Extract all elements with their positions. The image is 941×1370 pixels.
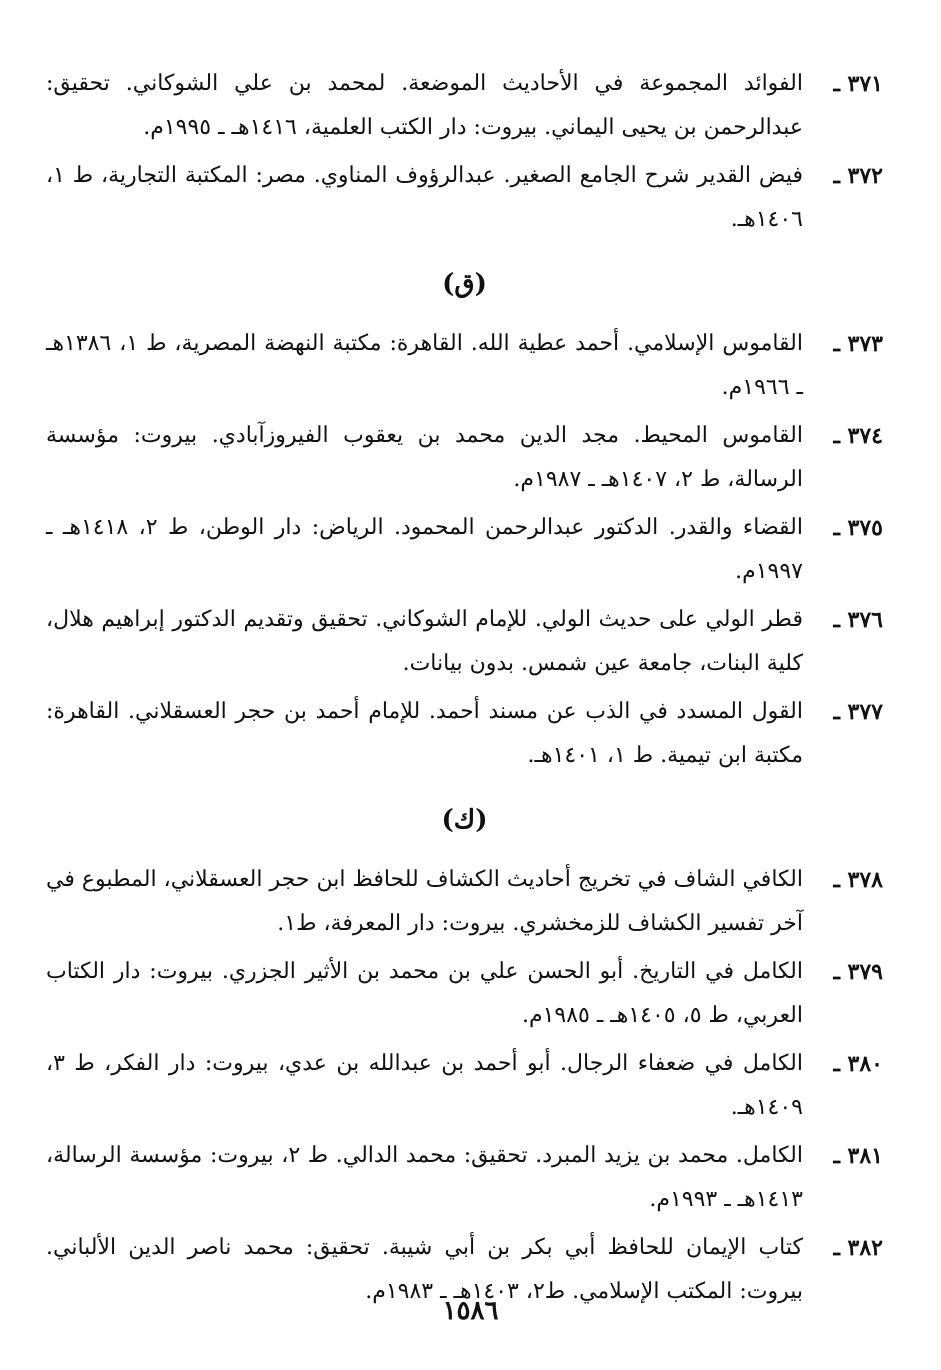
entry-text: الكامل في التاريخ. أبو الحسن علي بن محمد بن الأثير الجزري. بيروت: دار الكتاب العربي، ط ٥، ١٤٠٥هـ ـ ١٩٨٥م. xyxy=(46,959,803,1028)
bibliography-page xyxy=(46,62,883,1318)
bibliography-entry xyxy=(46,322,883,410)
entry-text: الكافي الشاف في تخريج أحاديث الكشاف للحافظ ابن حجر العسقلاني، المطبوع في آخر تفسير الكشاف للزمخشري. بيروت: دار المعرفة، ط١. xyxy=(46,867,803,936)
entry-number: ٣٨٢ ـ xyxy=(833,1235,883,1261)
bibliography-entry xyxy=(46,62,883,150)
entry-text: فيض القدير شرح الجامع الصغير. عبدالرؤوف المناوي. مصر: المكتبة التجارية، ط ١، ١٤٠٦هـ. xyxy=(46,163,803,232)
bibliography-entry xyxy=(46,950,883,1038)
entry-text: كتاب الإيمان للحافظ أبي بكر بن أبي شيبة. تحقيق: محمد ناصر الدين الألباني. بيروت: المكتب الإسلامي. ط٢، ١٤٠٣هـ ـ ١٩٨٣م. xyxy=(46,1235,803,1304)
page-number: ١٥٨٦ xyxy=(442,1296,499,1326)
bibliography-entry xyxy=(46,506,883,594)
entry-number: ٣٧٦ ـ xyxy=(833,607,883,633)
entry-number: ٣٧٧ ـ xyxy=(833,699,883,725)
bibliography-entry xyxy=(46,1042,883,1130)
entry-text: القاموس الإسلامي. أحمد عطية الله. القاهرة: مكتبة النهضة المصرية، ط ١، ١٣٨٦هـ ـ ١٩٦٦م. xyxy=(46,331,803,400)
entry-number: ٣٨١ ـ xyxy=(833,1143,883,1169)
entry-list-top xyxy=(46,62,883,242)
bibliography-entry xyxy=(46,858,883,946)
entry-text: الكامل في ضعفاء الرجال. أبو أحمد بن عبدالله بن عدي، بيروت: دار الفكر، ط ٣، ١٤٠٩هـ. xyxy=(46,1051,803,1120)
entry-text: القاموس المحيط. مجد الدين محمد بن يعقوب الفيروزآبادي. بيروت: مؤسسة الرسالة، ط ٢، ١٤٠٧هـ ـ ١٩٨٧م. xyxy=(46,423,803,492)
entry-text: الكامل. محمد بن يزيد المبرد. تحقيق: محمد الدالي. ط ٢، بيروت: مؤسسة الرسالة، ١٤١٣هـ ـ ١٩٩٣م. xyxy=(46,1143,803,1212)
entry-number: ٣٧٣ ـ xyxy=(833,331,883,357)
entry-number: ٣٧٤ ـ xyxy=(833,423,883,449)
bibliography-entry xyxy=(46,414,883,502)
bibliography-entry xyxy=(46,154,883,242)
section-heading-kaf: (ك) xyxy=(441,805,488,835)
entry-text: قطر الولي على حديث الولي. للإمام الشوكاني. تحقيق وتقديم الدكتور إبراهيم هلال، كلية البنات، جامعة عين شمس. بدون بيانات. xyxy=(46,607,803,676)
entry-list-qaf xyxy=(46,322,883,778)
bibliography-entry xyxy=(46,690,883,778)
entry-number: ٣٧١ ـ xyxy=(833,71,883,97)
entry-text: القول المسدد في الذب عن مسند أحمد. للإمام أحمد بن حجر العسقلاني. القاهرة: مكتبة ابن تيمية. ط ١، ١٤٠١هـ. xyxy=(46,699,803,768)
section-heading-qaf: (ق) xyxy=(442,269,487,299)
entry-number: ٣٧٨ ـ xyxy=(833,867,883,893)
bibliography-entry xyxy=(46,1134,883,1222)
entry-text: الفوائد المجموعة في الأحاديث الموضعة. لمحمد بن علي الشوكاني. تحقيق: عبدالرحمن بن يحيى اليماني. بيروت: دار الكتب العلمية، ١٤١٦هـ ـ ١٩٩٥م. xyxy=(46,71,803,140)
entry-list-kaf xyxy=(46,858,883,1314)
bibliography-entry xyxy=(46,598,883,686)
entry-number: ٣٨٠ ـ xyxy=(833,1051,883,1077)
entry-number: ٣٧٥ ـ xyxy=(833,515,883,541)
entry-text: القضاء والقدر. الدكتور عبدالرحمن المحمود. الرياض: دار الوطن، ط ٢، ١٤١٨هـ ـ ١٩٩٧م. xyxy=(46,515,803,584)
entry-number: ٣٧٩ ـ xyxy=(833,959,883,985)
entry-number: ٣٧٢ ـ xyxy=(833,163,883,189)
